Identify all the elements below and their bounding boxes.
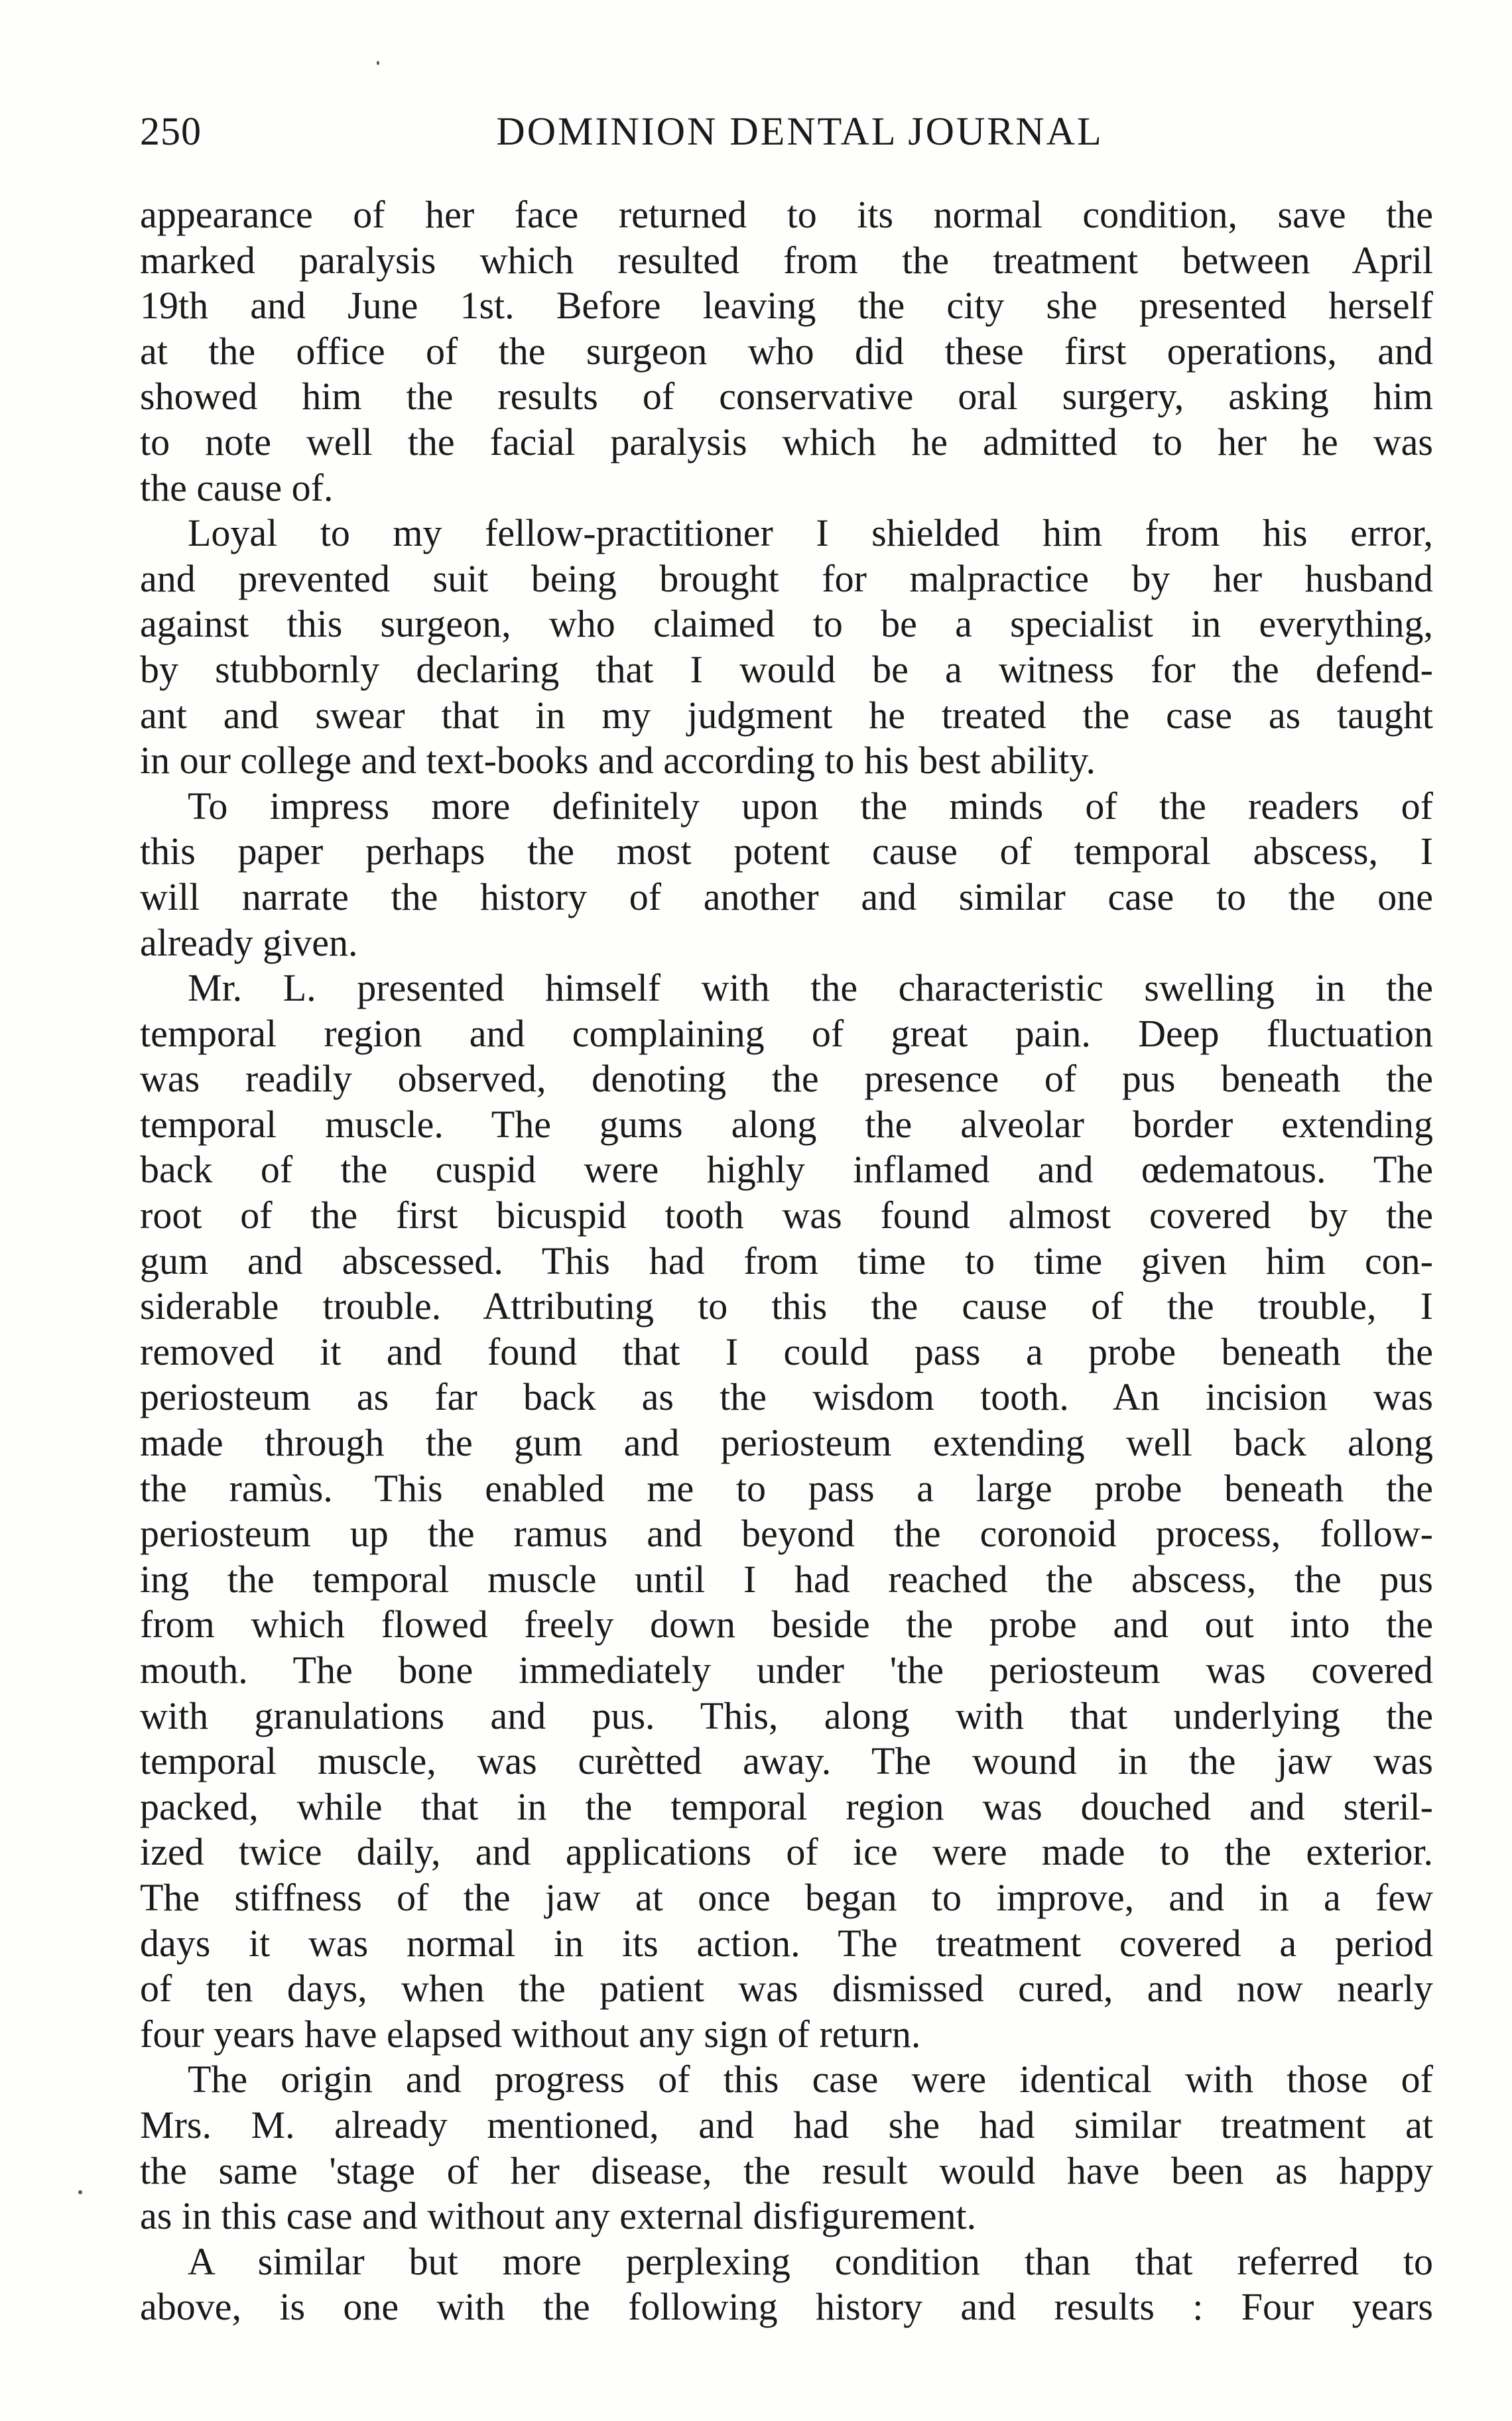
text-line: marked paralysis which resulted from the treatment between April — [140, 238, 1433, 282]
text-line: packed, while that in the temporal region was douched and steril- — [140, 1784, 1433, 1828]
text-line: four years have elapsed without any sign of return. — [140, 2012, 921, 2056]
text-line: A similar but more perplexing condition than that referred to — [188, 2239, 1433, 2283]
page-header — [140, 109, 1433, 168]
text-line: will narrate the history of another and similar case to the one — [140, 875, 1433, 918]
text-line: 19th and June 1st. Before leaving the city she presented herself — [140, 284, 1433, 328]
text-line: at the office of the surgeon who did these first operations, and — [140, 329, 1433, 373]
text-line: made through the gum and periosteum extending well back along — [140, 1421, 1433, 1465]
text-line: this paper perhaps the most potent cause of temporal abscess, I — [140, 830, 1433, 873]
text-line: against this surgeon, who claimed to be a specialist in everything, — [140, 602, 1433, 646]
stray-ink-mark — [377, 61, 379, 65]
text-line: already given. — [140, 920, 358, 964]
text-line: Mr. L. presented himself with the characteristic swelling in the — [188, 966, 1433, 1010]
text-line: of ten days, when the patient was dismissed cured, and now nearly — [140, 1967, 1433, 2011]
body-text — [140, 192, 1433, 2330]
text-line: with granulations and pus. This, along with that underlying the — [140, 1694, 1433, 1737]
text-line: periosteum as far back as the wisdom tooth. An incision was — [140, 1375, 1433, 1419]
page-number: 250 — [140, 109, 202, 153]
text-line: appearance of her face returned to its normal condition, save the — [140, 193, 1433, 236]
stray-ink-mark — [78, 2190, 82, 2194]
text-line: The stiffness of the jaw at once began to improve, and in a few — [140, 1875, 1433, 1919]
text-line: the ramùs. This enabled me to pass a large probe beneath the — [140, 1466, 1433, 1510]
text-line: by stubbornly declaring that I would be a witness for the defend- — [140, 647, 1433, 691]
text-line: periosteum up the ramus and beyond the coronoid process, follow- — [140, 1512, 1433, 1556]
text-line: in our college and text-books and according to his best ability. — [140, 739, 1096, 782]
text-line: To impress more definitely upon the minds of the readers of — [188, 784, 1433, 828]
text-line: Loyal to my fellow-practitioner I shielded him from his error, — [188, 511, 1433, 555]
text-line: back of the cuspid were highly inflamed and œdematous. The — [140, 1148, 1433, 1192]
text-line: the same 'stage of her disease, the result would have been as happy — [140, 2148, 1433, 2192]
text-line: temporal muscle. The gums along the alveolar border extending — [140, 1102, 1433, 1146]
text-line: mouth. The bone immediately under 'the periosteum was covered — [140, 1648, 1433, 1692]
text-line: ing the temporal muscle until I had reached the abscess, the pus — [140, 1557, 1433, 1601]
text-line: siderable trouble. Attributing to this the cause of the trouble, I — [140, 1284, 1433, 1328]
text-line: temporal muscle, was curètted away. The wound in the jaw was — [140, 1739, 1433, 1783]
text-line: temporal region and complaining of great pain. Deep fluctuation — [140, 1011, 1433, 1055]
text-line: the cause of. — [140, 466, 334, 509]
text-line: root of the first bicuspid tooth was found almost covered by the — [140, 1194, 1433, 1237]
text-line: Mrs. M. already mentioned, and had she had similar treatment at — [140, 2103, 1433, 2146]
text-line: days it was normal in its action. The treatment covered a period — [140, 1921, 1433, 1965]
text-line: showed him the results of conservative oral surgery, asking him — [140, 375, 1433, 418]
text-line: removed it and found that I could pass a probe beneath the — [140, 1330, 1433, 1373]
text-line: gum and abscessed. This had from time to time given him con- — [140, 1239, 1433, 1282]
running-head: DOMINION DENTAL JOURNAL — [496, 109, 1103, 153]
text-line: was readily observed, denoting the presence of pus beneath the — [140, 1057, 1433, 1101]
text-line: from which flowed freely down beside the probe and out into the — [140, 1603, 1433, 1646]
text-line: as in this case and without any external disfigurement. — [140, 2194, 977, 2238]
text-line: to note well the facial paralysis which he admitted to her he was — [140, 420, 1433, 464]
text-line: above, is one with the following history and results : Four years — [140, 2285, 1433, 2329]
text-line: The origin and progress of this case were identical with those of — [188, 2058, 1433, 2101]
text-line: ant and swear that in my judgment he treated the case as taught — [140, 693, 1433, 737]
text-line: ized twice daily, and applications of ice were made to the exterior. — [140, 1830, 1433, 1874]
text-line: and prevented suit being brought for malpractice by her husband — [140, 556, 1433, 600]
